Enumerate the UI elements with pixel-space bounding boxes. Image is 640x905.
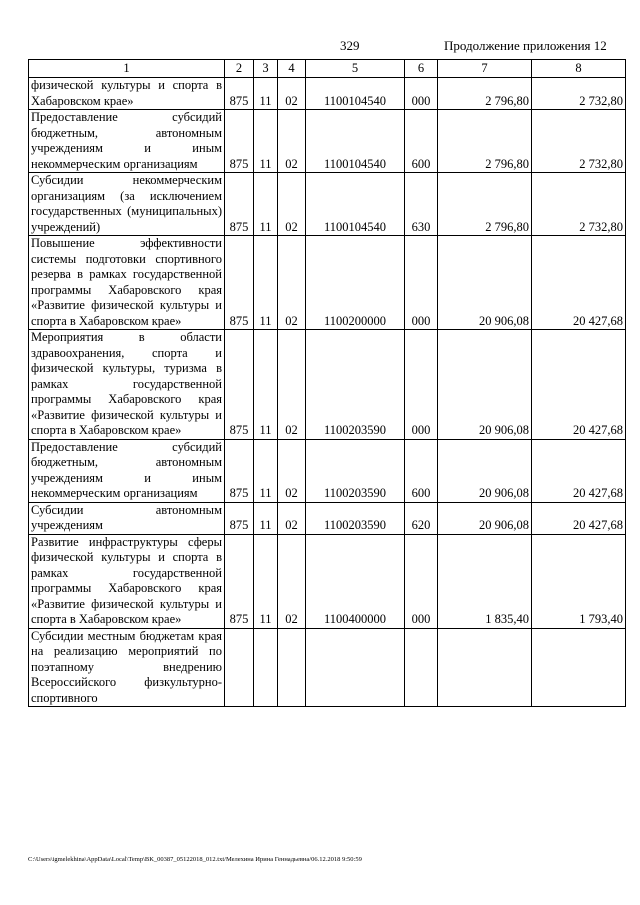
- expense-type-code: 000: [405, 534, 438, 628]
- amount-column-8: [532, 628, 626, 707]
- section-code: 11: [254, 110, 278, 173]
- column-header: 7: [438, 60, 532, 78]
- amount-column-7: 2 796,80: [438, 173, 532, 236]
- amount-column-8: 2 732,80: [532, 110, 626, 173]
- amount-column-7: 2 796,80: [438, 78, 532, 110]
- target-article-code: 1100200000: [306, 236, 405, 330]
- subsection-code: 02: [278, 78, 306, 110]
- ministry-code: 875: [225, 330, 254, 440]
- expense-type-code: 600: [405, 110, 438, 173]
- column-header: 1: [29, 60, 225, 78]
- amount-column-8: 20 427,68: [532, 236, 626, 330]
- item-name: Мероприятия в области здравоохранения, спорта и физической культуры, туризма в рамках государственной программы Хабаровского края «Развитие физической культуры и спорта в Хабаровском крае»: [29, 330, 225, 440]
- amount-column-7: 20 906,08: [438, 236, 532, 330]
- expense-type-code: [405, 628, 438, 707]
- ministry-code: 875: [225, 502, 254, 534]
- subsection-code: 02: [278, 173, 306, 236]
- table-row: [29, 173, 626, 236]
- expense-type-code: 000: [405, 236, 438, 330]
- target-article-code: 1100400000: [306, 534, 405, 628]
- table-row: [29, 78, 626, 110]
- amount-column-8: 2 732,80: [532, 78, 626, 110]
- expense-type-code: 620: [405, 502, 438, 534]
- amount-column-7: 1 835,40: [438, 534, 532, 628]
- ministry-code: 875: [225, 534, 254, 628]
- subsection-code: 02: [278, 502, 306, 534]
- target-article-code: 1100104540: [306, 78, 405, 110]
- expense-type-code: 600: [405, 439, 438, 502]
- target-article-code: [306, 628, 405, 707]
- table-row: [29, 628, 626, 707]
- section-code: 11: [254, 439, 278, 502]
- table-row: [29, 439, 626, 502]
- ministry-code: 875: [225, 78, 254, 110]
- column-header: 4: [278, 60, 306, 78]
- section-code: 11: [254, 502, 278, 534]
- target-article-code: 1100203590: [306, 439, 405, 502]
- section-code: 11: [254, 534, 278, 628]
- ministry-code: [225, 628, 254, 707]
- subsection-code: 02: [278, 439, 306, 502]
- amount-column-7: [438, 628, 532, 707]
- item-name: Субсидии некоммерческим организациям (за исключением государственных (муниципальных) учреждений): [29, 173, 225, 236]
- amount-column-7: 20 906,08: [438, 439, 532, 502]
- subsection-code: 02: [278, 236, 306, 330]
- amount-column-7: 20 906,08: [438, 330, 532, 440]
- budget-table: [28, 59, 626, 707]
- column-header: 2: [225, 60, 254, 78]
- amount-column-8: 1 793,40: [532, 534, 626, 628]
- table-row: [29, 534, 626, 628]
- footer-file-path: C:\Users\igmelekhina\AppData\Local\Temp\BK_00387_05122018_012.txt/Мелехина Ирина Геннадьевна/06.12.2018 9:50:59: [28, 856, 362, 863]
- subsection-code: 02: [278, 110, 306, 173]
- table-row: [29, 110, 626, 173]
- target-article-code: 1100104540: [306, 110, 405, 173]
- item-name: Субсидии местным бюджетам края на реализацию мероприятий по поэтапному внедрению Всероссийского физкультурно-спортивного: [29, 628, 225, 707]
- ministry-code: 875: [225, 173, 254, 236]
- item-name: Предоставление субсидий бюджетным, автономным учреждениям и иным некоммерческим организациям: [29, 110, 225, 173]
- subsection-code: 02: [278, 330, 306, 440]
- expense-type-code: 630: [405, 173, 438, 236]
- item-name: Субсидии автономным учреждениям: [29, 502, 225, 534]
- subsection-code: 02: [278, 534, 306, 628]
- item-name: физической культуры и спорта в Хабаровском крае»: [29, 78, 225, 110]
- item-name: Повышение эффективности системы подготовки спортивного резерва в рамках государственной программы Хабаровского края «Развитие физической культуры и спорта в Хабаровском крае»: [29, 236, 225, 330]
- column-header: 3: [254, 60, 278, 78]
- amount-column-8: 20 427,68: [532, 502, 626, 534]
- subsection-code: [278, 628, 306, 707]
- table-row: [29, 236, 626, 330]
- column-header: 6: [405, 60, 438, 78]
- item-name: Предоставление субсидий бюджетным, автономным учреждениям и иным некоммерческим организациям: [29, 439, 225, 502]
- table-header-row: [29, 60, 626, 78]
- appendix-label: Продолжение приложения 12: [444, 38, 607, 53]
- item-name: Развитие инфраструктуры сферы физической культуры и спорта в рамках государственной программы Хабаровского края «Развитие физической культуры и спорта в Хабаровском крае»: [29, 534, 225, 628]
- amount-column-8: 2 732,80: [532, 173, 626, 236]
- column-header: 8: [532, 60, 626, 78]
- target-article-code: 1100203590: [306, 502, 405, 534]
- column-header: 5: [306, 60, 405, 78]
- table-row: [29, 502, 626, 534]
- amount-column-8: 20 427,68: [532, 330, 626, 440]
- section-code: 11: [254, 236, 278, 330]
- target-article-code: 1100104540: [306, 173, 405, 236]
- section-code: 11: [254, 78, 278, 110]
- section-code: 11: [254, 173, 278, 236]
- amount-column-7: 20 906,08: [438, 502, 532, 534]
- section-code: [254, 628, 278, 707]
- target-article-code: 1100203590: [306, 330, 405, 440]
- expense-type-code: 000: [405, 330, 438, 440]
- amount-column-8: 20 427,68: [532, 439, 626, 502]
- ministry-code: 875: [225, 439, 254, 502]
- page-number: 329: [340, 38, 360, 53]
- ministry-code: 875: [225, 236, 254, 330]
- amount-column-7: 2 796,80: [438, 110, 532, 173]
- expense-type-code: 000: [405, 78, 438, 110]
- table-row: [29, 330, 626, 440]
- section-code: 11: [254, 330, 278, 440]
- ministry-code: 875: [225, 110, 254, 173]
